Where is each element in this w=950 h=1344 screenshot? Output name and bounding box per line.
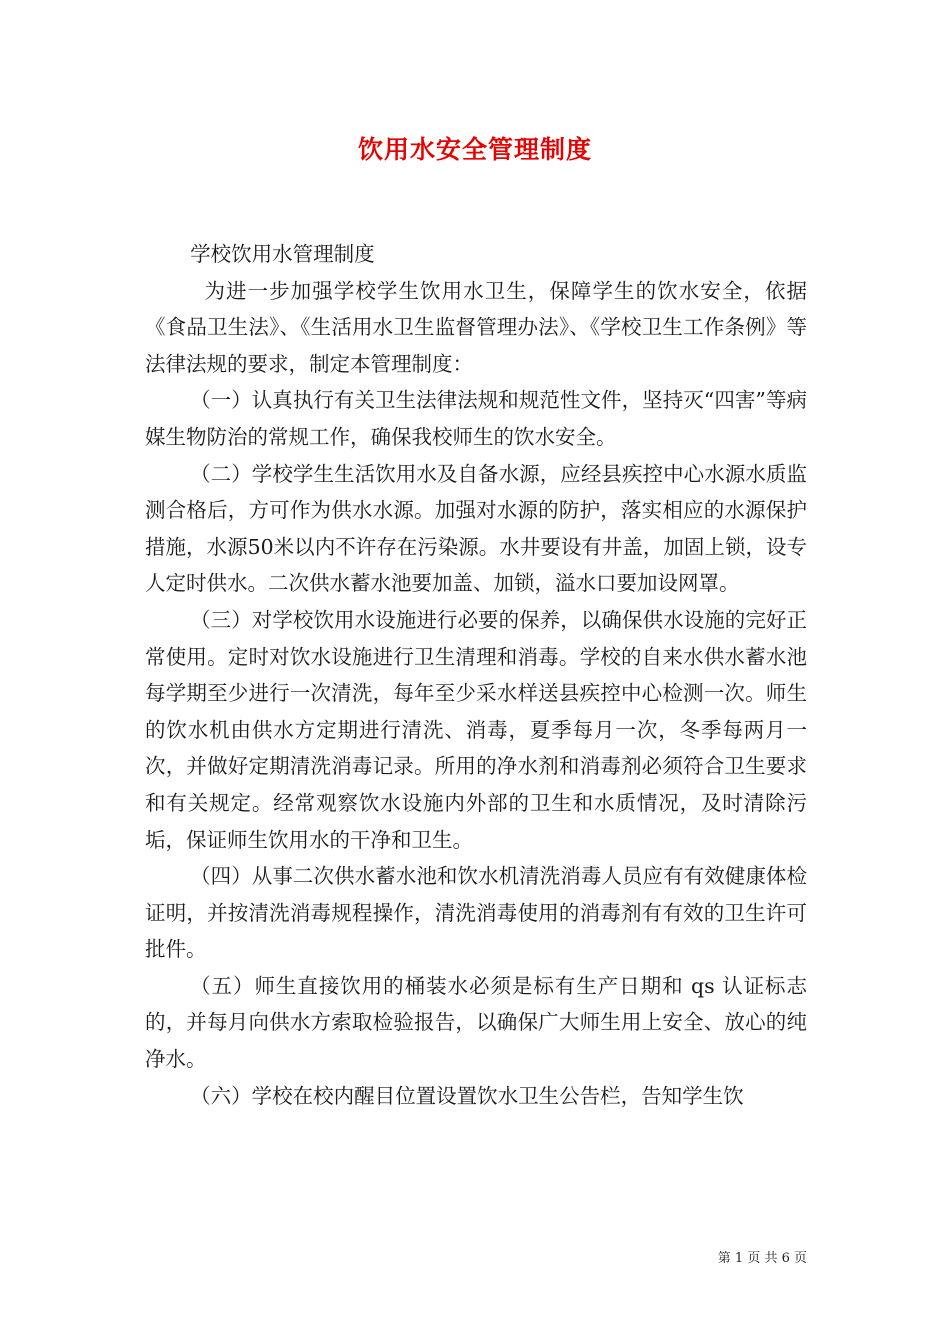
paragraph-1: （一）认真执行有关卫生法律法规和规范性文件，坚持灭“四害”等病媒生物防治的常规工作，确保我校师生的饮水安全。 <box>145 388 807 449</box>
paragraph-3: （三）对学校饮用水设施进行必要的保养，以确保供水设施的完好正常使用。定时对饮水设施进行卫生清理和消毒。学校的自来水供水蓄水池每学期至少进行一次清洗，每年至少采水样送县疾控中心检测一次。师生的饮水机由供水方定期进行清洗、消毒，夏季每月一次，冬季每两月一次，并做好定期清洗消毒记录。所用的净水剂和消毒剂必须符合卫生要求和有关规定。经常观察饮水设施内外部的卫生和水质情况，及时清除污垢，保证师生饮用水的干净和卫生。 <box>145 607 807 852</box>
page-number-footer: 第 1 页 共 6 页 <box>717 1251 807 1266</box>
paragraph-6: （六）学校在校内醒目位置设置饮水卫生公告栏，告知学生饮 <box>190 1083 744 1108</box>
paragraph-2: （二）学校学生生活饮用水及自备水源，应经县疾控中心水源水质监测合格后，方可作为供水水源。加强对水源的防护，落实相应的水源保护措施，水源50米以内不许存在污染源。水井要设有井盖，加固上锁，设专人定时供水。二次供水蓄水池要加盖、加锁，溢水口要加设网罩。 <box>145 461 807 596</box>
paragraph-5: （五）师生直接饮用的桶装水必须是标有生产日期和 qs 认证标志的，并每月向供水方索取检验报告，以确保广大师生用上安全、放心的纯净水。 <box>145 973 807 1072</box>
paragraph-4: （四）从事二次供水蓄水池和饮水机清洗消毒人员应有有效健康体检证明，并按清洗消毒规程操作，清洗消毒使用的消毒剂有有效的卫生许可批件。 <box>145 864 807 962</box>
document-subtitle: 学校饮用水管理制度 <box>190 242 375 266</box>
document-body <box>145 236 807 1114</box>
document-title: 饮用水安全管理制度 <box>357 135 592 164</box>
intro-paragraph: 为进一步加强学校学生饮用水卫生，保障学生的饮水安全，依据《食品卫生法》、《生活用水卫生监督管理办法》、《学校卫生工作条例》等法律法规的要求，制定本管理制度： <box>145 278 807 376</box>
